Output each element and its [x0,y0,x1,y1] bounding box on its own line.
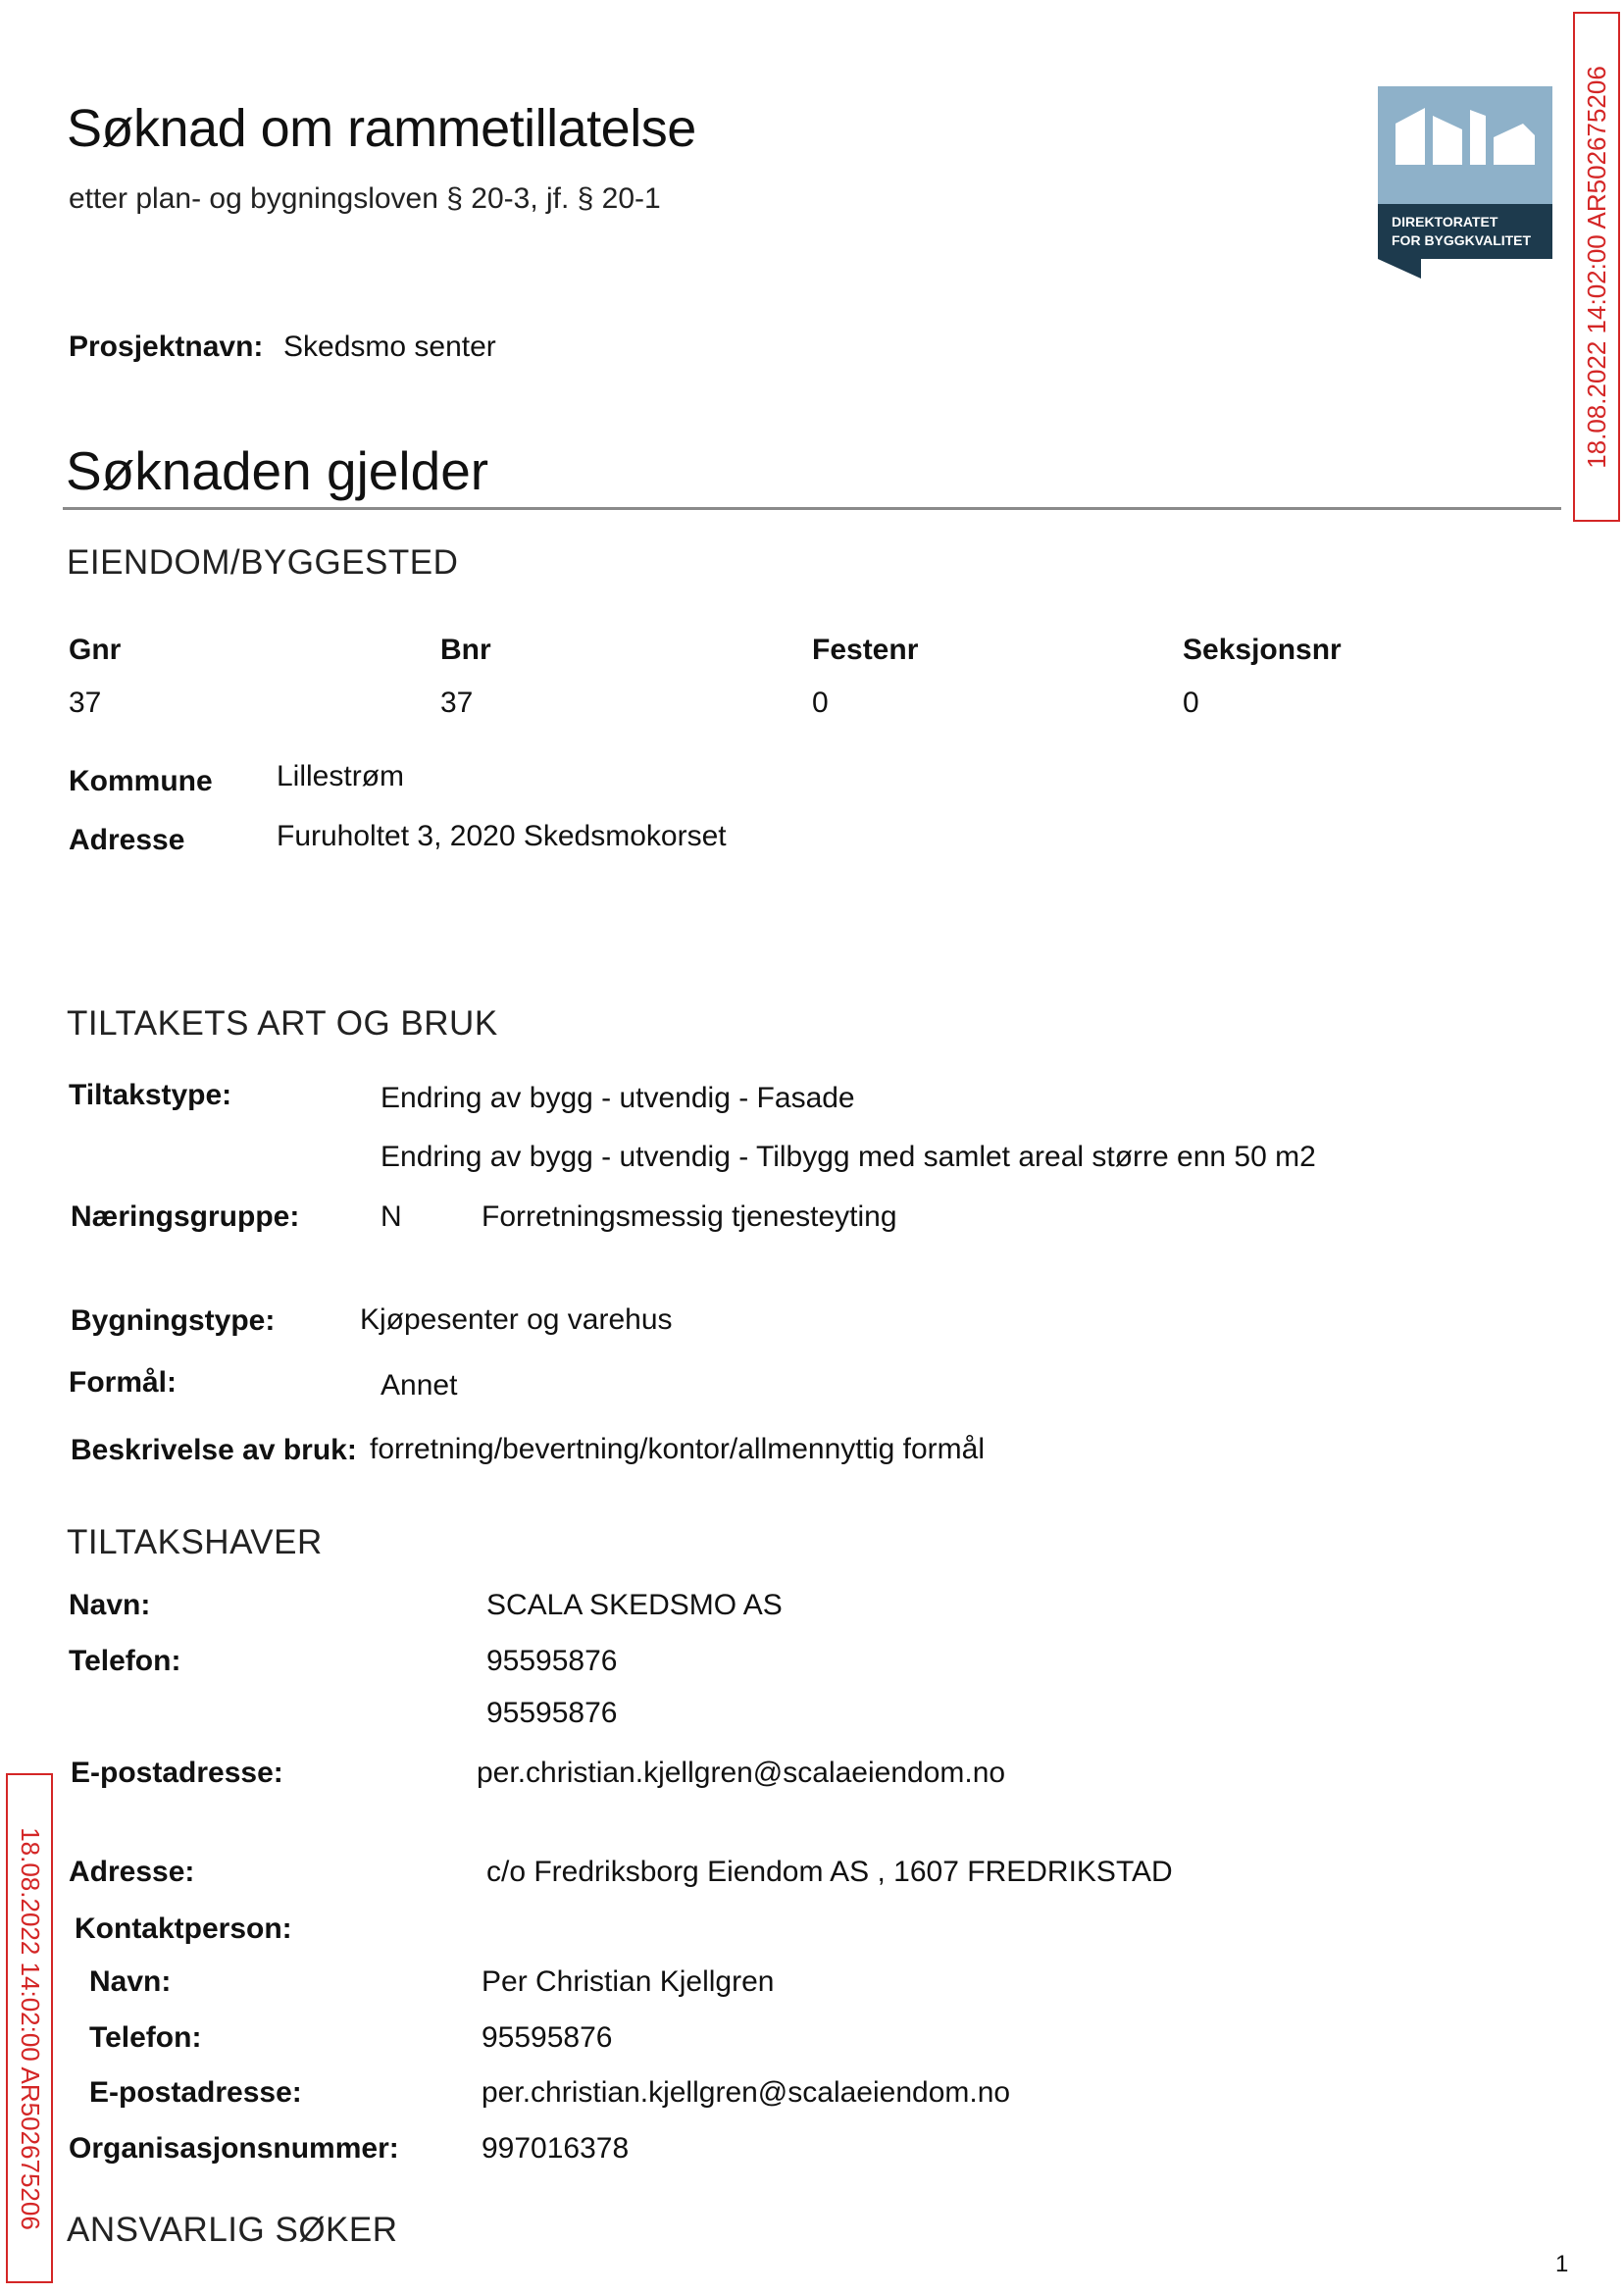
bnr-value: 37 [440,687,474,719]
navn-value: SCALA SKEDSMO AS [486,1589,783,1621]
stamp-text: 18.08.2022 14:02:00 AR502675206 [1581,65,1611,469]
tiltakshaver-heading: TILTAKSHAVER [67,1523,323,1561]
tiltakstype-value-1: Endring av bygg - utvendig - Fasade [381,1082,855,1114]
orgnr-value: 997016378 [482,2132,630,2165]
telefon-label: Telefon: [69,1645,181,1677]
archive-stamp-left [6,1773,53,2283]
tiltakstype-label: Tiltakstype: [69,1079,232,1111]
section-title: Søknaden gjelder [66,440,489,501]
formal-value: Annet [381,1369,458,1402]
kommune-label: Kommune [69,765,213,797]
logo-text-line1: DIREKTORATET [1392,214,1498,229]
festenr-value: 0 [812,687,829,719]
epost-label: E-postadresse: [71,1757,283,1789]
dibk-logo [1378,86,1552,279]
seksjonsnr-label: Seksjonsnr [1183,634,1342,666]
project-value: Skedsmo senter [283,331,496,363]
seksjonsnr-value: 0 [1183,687,1199,719]
th-adresse-value: c/o Fredriksborg Eiendom AS , 1607 FREDRIKSTAD [486,1856,1173,1888]
bygningstype-value: Kjøpesenter og varehus [360,1303,673,1336]
beskrivelse-label: Beskrivelse av bruk: [71,1434,357,1466]
festenr-label: Festenr [812,634,919,666]
beskrivelse-value: forretning/bevertning/kontor/allmennyttig formål [370,1433,985,1465]
archive-stamp-top [1573,12,1620,522]
gnr-label: Gnr [69,634,122,666]
bnr-label: Bnr [440,634,491,666]
navn-label: Navn: [69,1589,151,1621]
orgnr-label: Organisasjonsnummer: [69,2132,399,2165]
kommune-value: Lillestrøm [277,760,405,792]
naeringsgruppe-code: N [381,1200,402,1233]
tiltak-heading: TILTAKETS ART OG BRUK [67,1004,498,1043]
telefon-value-1: 95595876 [486,1645,618,1677]
kontakt-navn-label: Navn: [89,1965,172,1998]
property-heading: EIENDOM/BYGGESTED [67,543,459,582]
formal-label: Formål: [69,1366,178,1399]
project-label: Prosjektnavn: [69,331,264,363]
kontakt-epost-value: per.christian.kjellgren@scalaeiendom.no [482,2076,1011,2109]
tiltakstype-value-2: Endring av bygg - utvendig - Tilbygg med samlet areal større enn 50 m2 [381,1141,1316,1173]
bygningstype-label: Bygningstype: [71,1304,276,1337]
kontakt-telefon-value: 95595876 [482,2021,613,2054]
ansvarlig-soker-heading: ANSVARLIG SØKER [67,2211,398,2249]
kontakt-navn-value: Per Christian Kjellgren [482,1965,775,1998]
epost-value: per.christian.kjellgren@scalaeiendom.no [477,1757,1006,1789]
stamp-text: 18.08.2022 14:02:00 AR502675206 [15,1826,45,2230]
document-title: Søknad om rammetillatelse [67,99,696,158]
dibk-logo-icon [1378,86,1552,279]
kontakt-epost-label: E-postadresse: [89,2076,302,2109]
th-adresse-label: Adresse: [69,1856,195,1888]
adresse-label: Adresse [69,824,185,856]
section-divider [63,507,1561,510]
gnr-value: 37 [69,687,102,719]
telefon-value-2: 95595876 [486,1697,618,1729]
logo-text-line2: FOR BYGGKVALITET [1392,232,1532,248]
kontaktperson-label: Kontaktperson: [75,1912,292,1945]
document-subtitle: etter plan- og bygningsloven § 20-3, jf. § 20-1 [69,182,661,215]
naeringsgruppe-value: Forretningsmessig tjenesteyting [482,1200,897,1233]
adresse-value: Furuholtet 3, 2020 Skedsmokorset [277,820,727,852]
kontakt-telefon-label: Telefon: [89,2021,202,2054]
page-number: 1 [1555,2251,1569,2277]
naeringsgruppe-label: Næringsgruppe: [71,1200,300,1233]
